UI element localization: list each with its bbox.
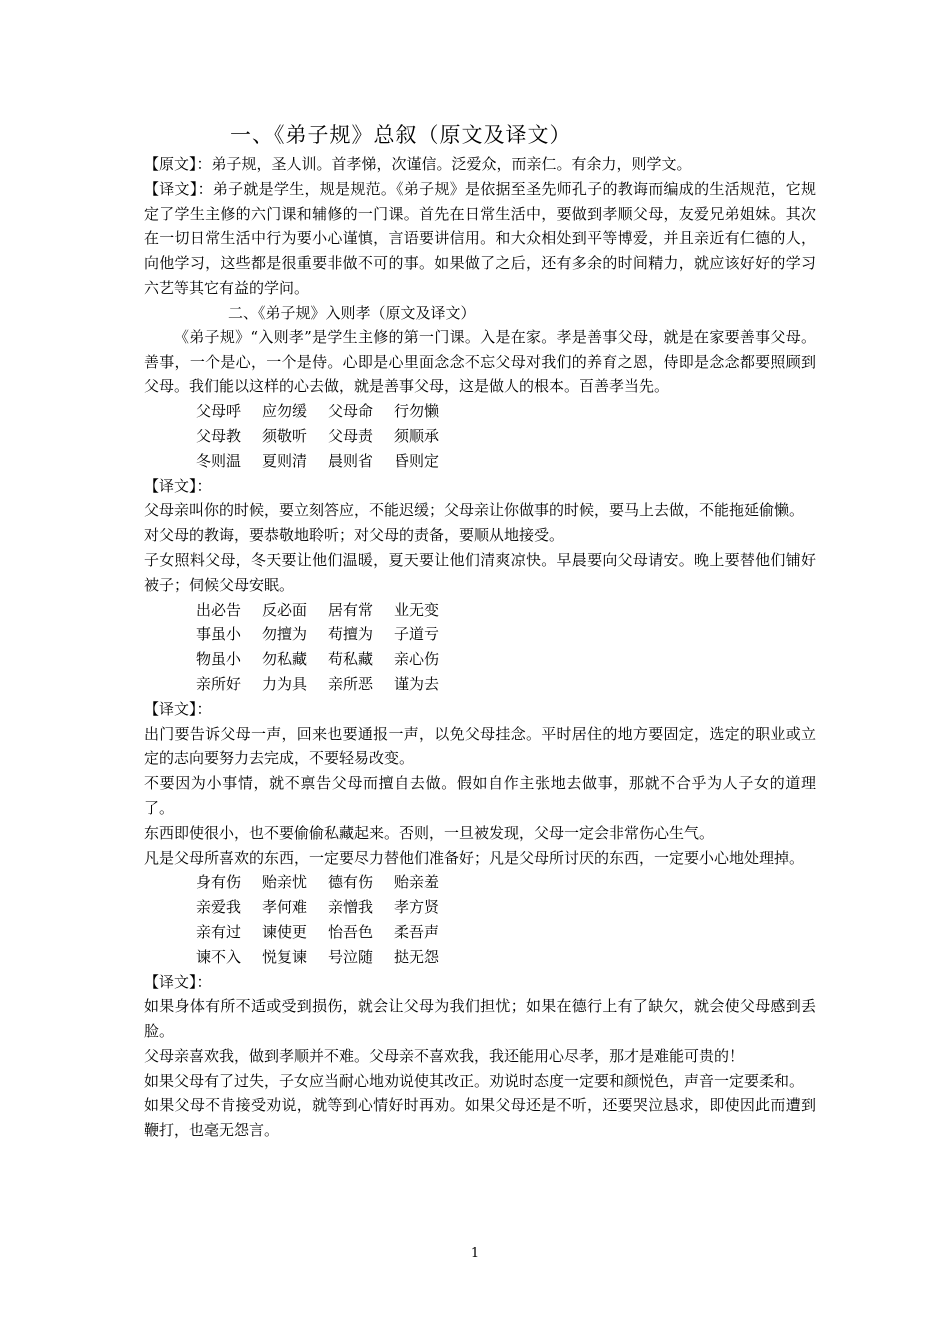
verse-phrase: 号泣随 bbox=[328, 947, 374, 966]
verse-phrase: 身有伤 bbox=[196, 873, 242, 892]
translation-text: 【译文】：弟子就是学生，规是规范。《弟子规》是依据至圣先师孔子的教诲而编成的生活规范，它规定了学生主修的六门课和辅修的一门课。首先在日常生活中，要做到孝顺父母，友爱兄弟姐妹。其次在一切日常生活中行为要小心谨慎，言语要讲信用。和大众相处到平等博爱，并且亲近有仁德的人，向他学习，这些都是很重要非做不可的事。如果做了之后，还有多余的时间精力，就应该好好的学习六艺等其它有益的学问。 bbox=[144, 179, 816, 297]
verse-phrase: 冬则温 bbox=[196, 451, 242, 470]
verse-phrase: 亲憎我 bbox=[328, 898, 374, 917]
translation-paragraph: 对父母的教诲，要恭敬地聆听；对父母的责备，要顺从地接受。 bbox=[144, 526, 565, 545]
verse-phrase: 孝方贤 bbox=[394, 898, 440, 917]
verse-phrase: 须敬听 bbox=[262, 426, 308, 445]
translation-paragraph: 子女照料父母，冬天要让他们温暖，夏天要让他们清爽凉快。早晨要向父母请安。晚上要替他们铺好被子；伺候父母安眠。 bbox=[144, 550, 816, 594]
verse-phrase: 居有常 bbox=[328, 600, 374, 619]
translation-label: 【译文】： bbox=[144, 476, 212, 495]
section-intro: 《弟子规》“入则孝”是学生主修的第一门课。入是在家。孝是善事父母，就是在家要善事父母。善事，一个是心，一个是侍。心即是心里面念念不忘父母对我们的养育之恩，侍即是念念都要照顾到父母。我们能以这样的心去做，就是善事父母，这是做人的根本。百善孝当先。 bbox=[144, 327, 816, 396]
verse-phrase: 亲所恶 bbox=[328, 674, 374, 693]
translation-paragraph: 如果父母有了过失，子女应当耐心地劝说使其改正。劝说时态度一定要和颜悦色，声音一定要柔和。 bbox=[144, 1071, 805, 1090]
verse-line bbox=[144, 945, 816, 970]
verse-phrase: 贻亲羞 bbox=[394, 873, 440, 892]
verse-phrase: 亲有过 bbox=[196, 922, 242, 941]
verse-phrase: 父母呼 bbox=[196, 402, 242, 421]
verse-line bbox=[144, 598, 816, 623]
verse-phrase: 亲爱我 bbox=[196, 898, 242, 917]
verse-block bbox=[144, 870, 816, 1143]
verse-phrase: 反必面 bbox=[262, 600, 308, 619]
verse-phrase: 须顺承 bbox=[394, 426, 440, 445]
verse-phrase: 亲所好 bbox=[196, 674, 242, 693]
verse-phrase: 应勿缓 bbox=[262, 402, 308, 421]
verse-phrase: 谨为去 bbox=[394, 674, 440, 693]
verse-phrase: 父母命 bbox=[328, 402, 374, 421]
translation-paragraph: 东西即使很小，也不要偷偷私藏起来。否则，一旦被发现，父母一定会非常伤心生气。 bbox=[144, 823, 715, 842]
verse-phrase: 谏不入 bbox=[196, 947, 242, 966]
section-title: 二、《弟子规》入则孝（原文及译文） bbox=[228, 303, 476, 322]
verse-phrase: 出必告 bbox=[196, 600, 242, 619]
translation-paragraph: 父母亲喜欢我，做到孝顺并不难。父母亲不喜欢我，我还能用心尽孝，那才是难能可贵的！ bbox=[144, 1046, 745, 1065]
translation-label: 【译文】： bbox=[144, 699, 212, 718]
verse-line bbox=[144, 920, 816, 945]
document-body bbox=[144, 120, 816, 1143]
verse-phrase: 行勿懒 bbox=[394, 402, 440, 421]
verse-line bbox=[144, 399, 816, 424]
verse-phrase: 父母责 bbox=[328, 426, 374, 445]
verse-phrase: 柔吾声 bbox=[394, 922, 440, 941]
verse-block bbox=[144, 598, 816, 871]
page-number: 1 bbox=[470, 1246, 480, 1261]
verse-phrase: 晨则省 bbox=[328, 451, 374, 470]
verse-phrase: 业无变 bbox=[394, 600, 440, 619]
original-text: 【原文】：弟子规，圣人训。首孝悌，次谨信。泛爱众，而亲仁。有余力，则学文。 bbox=[144, 155, 692, 173]
verse-phrase: 事虽小 bbox=[196, 625, 242, 644]
verse-line bbox=[144, 449, 816, 474]
verse-phrase: 苟擅为 bbox=[328, 625, 374, 644]
verse-line bbox=[144, 622, 816, 647]
verse-phrase: 苟私藏 bbox=[328, 650, 374, 669]
verse-phrase: 亲心伤 bbox=[394, 650, 440, 669]
translation-paragraph: 不要因为小事情，就不禀告父母而擅自去做。假如自作主张地去做事，那就不合乎为人子女的道理了。 bbox=[144, 774, 816, 817]
translation-paragraph: 如果父母不肯接受劝说，就等到心情好时再劝。如果父母还是不听，还要哭泣恳求，即使因此而遭到鞭打，也毫无怨言。 bbox=[144, 1096, 816, 1140]
verse-line bbox=[144, 424, 816, 449]
verse-phrase: 力为具 bbox=[262, 674, 308, 693]
verse-phrase: 勿擅为 bbox=[262, 625, 308, 644]
verse-phrase: 夏则清 bbox=[262, 451, 308, 470]
verse-phrase: 德有伤 bbox=[328, 873, 374, 892]
page-title: 一、《弟子规》总叙（原文及译文） bbox=[230, 123, 572, 147]
translation-paragraph: 父母亲叫你的时候，要立刻答应，不能迟缓；父母亲让你做事的时候，要马上去做，不能拖延偷懒。 bbox=[144, 501, 805, 520]
verse-phrase: 孝何难 bbox=[262, 898, 308, 917]
verse-phrase: 父母教 bbox=[196, 426, 242, 445]
verse-phrase: 勿私藏 bbox=[262, 650, 308, 669]
verse-phrase: 贻亲忧 bbox=[262, 873, 308, 892]
translation-paragraph: 如果身体有所不适或受到损伤，就会让父母为我们担忧；如果在德行上有了缺欠，就会使父母感到丢脸。 bbox=[144, 997, 816, 1041]
translation-paragraph: 出门要告诉父母一声，回来也要通报一声，以免父母挂念。平时居住的地方要固定，选定的职业或立定的志向要努力去完成，不要轻易改变。 bbox=[144, 724, 816, 768]
verse-phrase: 子道亏 bbox=[394, 625, 440, 644]
verse-phrase: 谏使更 bbox=[262, 922, 308, 941]
verse-line bbox=[144, 870, 816, 895]
verse-phrase: 物虽小 bbox=[196, 650, 242, 669]
verse-block bbox=[144, 399, 816, 597]
verse-line bbox=[144, 895, 816, 920]
verse-line bbox=[144, 647, 816, 672]
verse-line bbox=[144, 672, 816, 697]
translation-paragraph: 凡是父母所喜欢的东西，一定要尽力替他们准备好；凡是父母所讨厌的东西，一定要小心地处理掉。 bbox=[144, 848, 805, 867]
translation-label: 【译文】： bbox=[144, 972, 212, 991]
verse-phrase: 怡吾色 bbox=[328, 922, 374, 941]
verse-phrase: 昏则定 bbox=[394, 451, 440, 470]
verse-phrase: 挞无怨 bbox=[394, 947, 440, 966]
verse-phrase: 悦复谏 bbox=[262, 947, 308, 966]
